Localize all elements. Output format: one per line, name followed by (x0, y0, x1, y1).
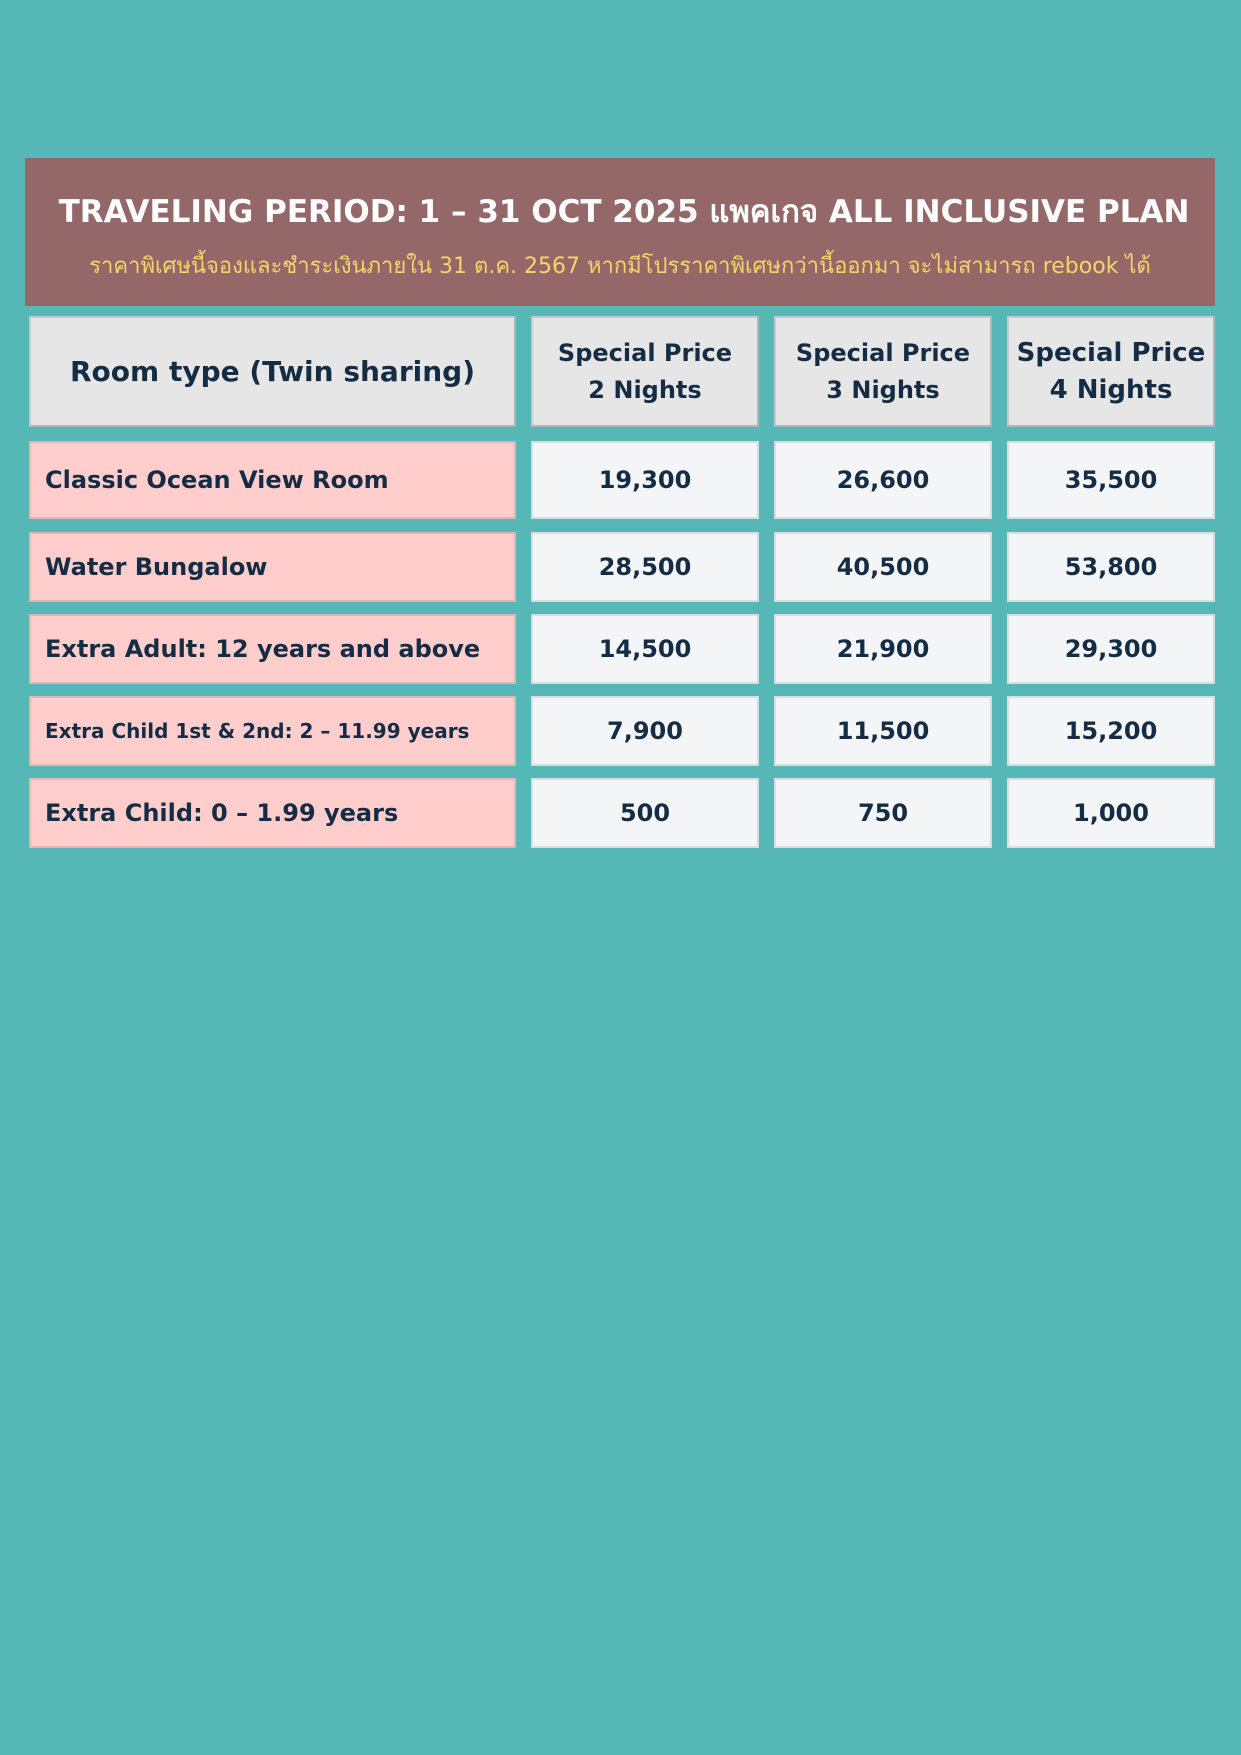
price-cell: 7,900 (531, 696, 759, 766)
period-banner (25, 158, 1215, 306)
header-nights-label: 2 Nights (588, 375, 702, 404)
price-cell: 14,500 (531, 614, 759, 684)
row-label-extra-child-1st-2nd: Extra Child 1st & 2nd: 2 – 11.99 years (29, 696, 516, 766)
price-cell: 28,500 (531, 532, 759, 602)
price-cell: 26,600 (774, 441, 992, 519)
row-label-water-bungalow: Water Bungalow (29, 532, 516, 602)
header-nights-label: 3 Nights (826, 375, 940, 404)
price-cell: 11,500 (774, 696, 992, 766)
row-label-extra-adult: Extra Adult: 12 years and above (29, 614, 516, 684)
price-cell: 750 (774, 778, 992, 848)
header-price-label: Special Price (1016, 337, 1206, 368)
header-price-4-nights (1007, 316, 1215, 427)
banner-title: TRAVELING PERIOD: 1 – 31 OCT 2025 แพคเกจ ALL INCLUSIVE PLAN (58, 194, 1190, 230)
header-room-type: Room type (Twin sharing) (29, 316, 516, 427)
price-cell: 15,200 (1007, 696, 1215, 766)
price-cell: 1,000 (1007, 778, 1215, 848)
price-cell: 29,300 (1007, 614, 1215, 684)
header-price-3-nights (774, 316, 992, 427)
price-cell: 35,500 (1007, 441, 1215, 519)
header-price-label: Special Price (557, 338, 733, 367)
header-price-2-nights (531, 316, 759, 427)
row-label-classic-ocean-view: Classic Ocean View Room (29, 441, 516, 519)
header-nights-label: 4 Nights (1049, 374, 1173, 405)
price-cell: 500 (531, 778, 759, 848)
row-label-extra-child-infant: Extra Child: 0 – 1.99 years (29, 778, 516, 848)
price-cell: 19,300 (531, 441, 759, 519)
banner-booking-note: ราคาพิเศษนี้จองและชำระเงินภายใน 31 ต.ค. 2567 หากมีโปรราคาพิเศษกว่านี้ออกมา จะไม่สามารถ rebook ได้ (89, 254, 1151, 279)
header-price-label: Special Price (795, 338, 971, 367)
price-cell: 40,500 (774, 532, 992, 602)
price-cell: 53,800 (1007, 532, 1215, 602)
price-cell: 21,900 (774, 614, 992, 684)
